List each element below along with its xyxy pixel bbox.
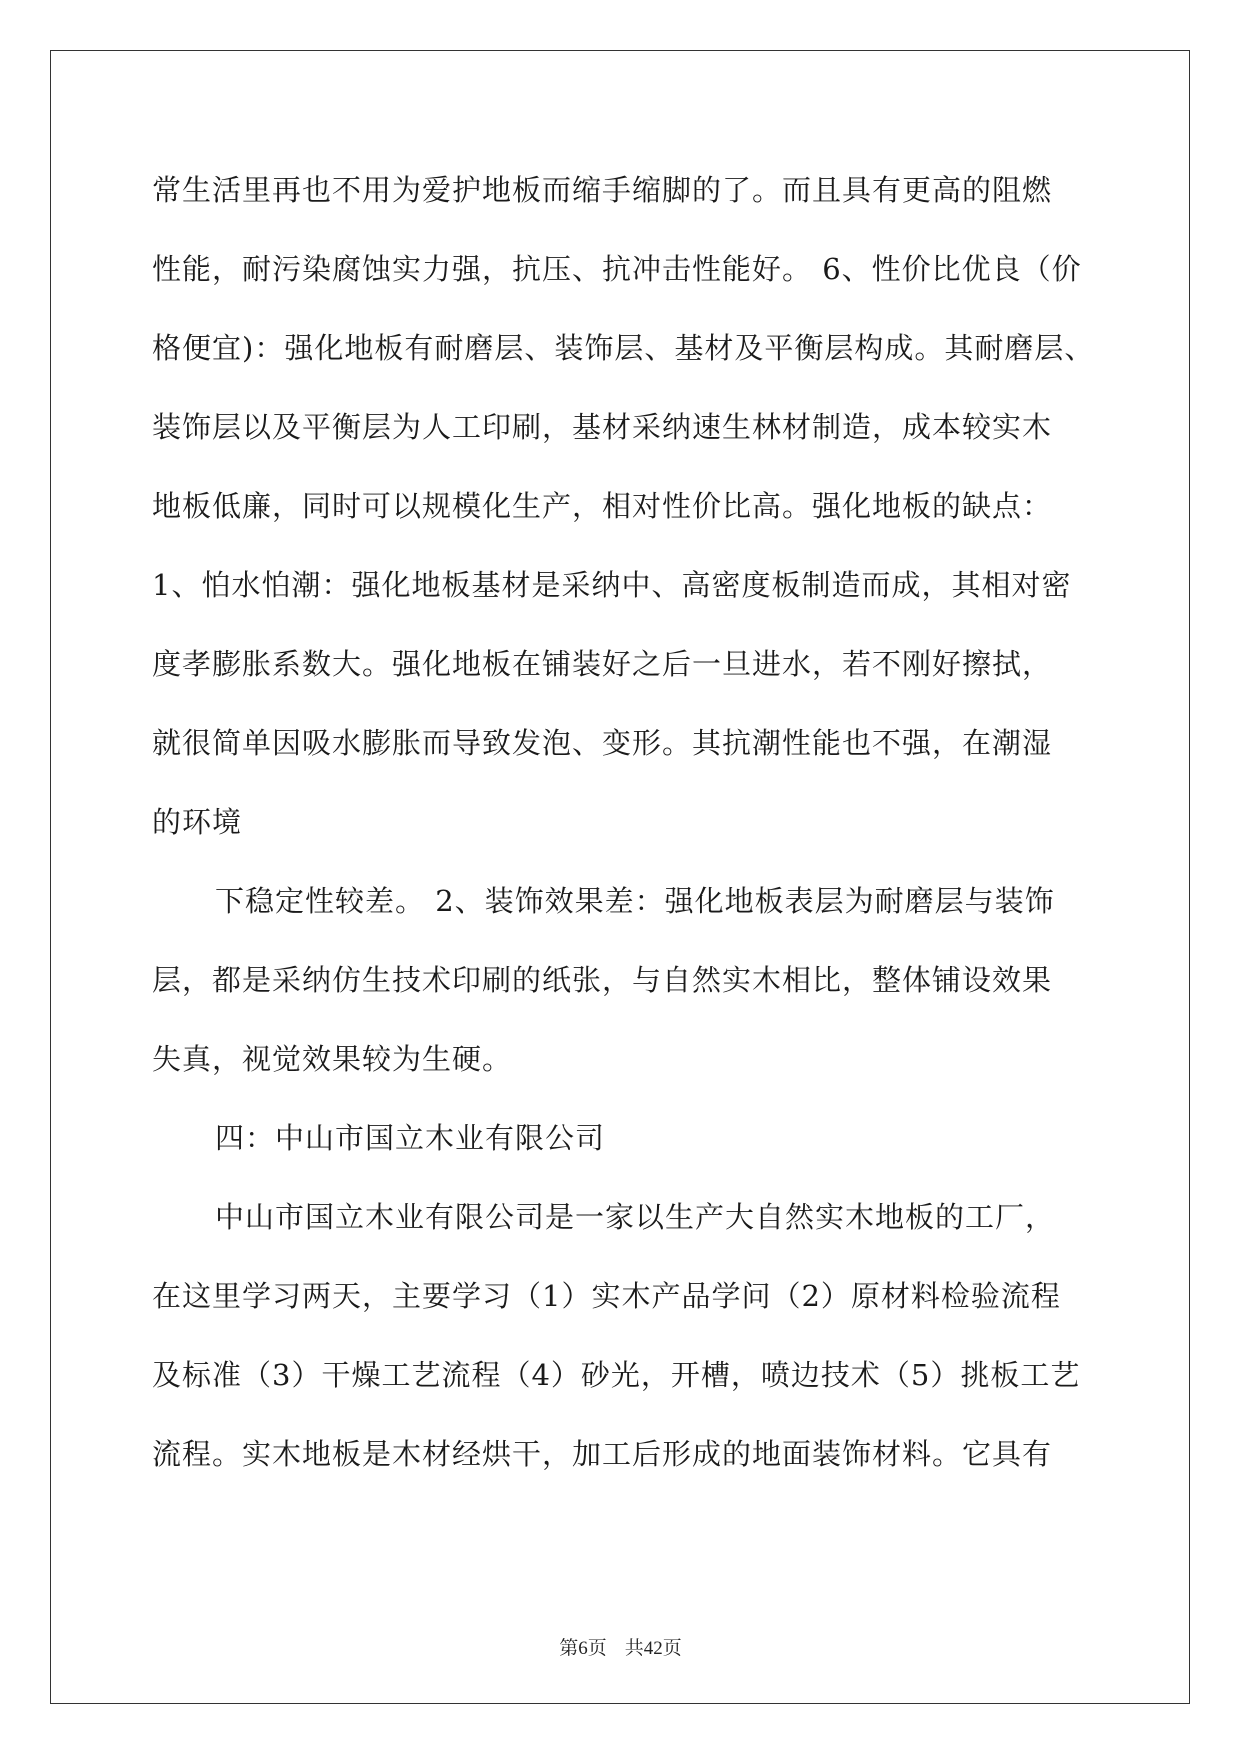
page-number: 第6页	[559, 1638, 607, 1659]
text-line: 格便宜)：强化地板有耐磨层、装饰层、基材及平衡层构成。其耐磨层、	[152, 331, 1095, 365]
text-line: 就很简单因吸水膨胀而导致发泡、变形。其抗潮性能也不强，在潮湿	[152, 726, 1053, 760]
text-line: 在这里学习两天，主要学习（1）实木产品学问（2）原材料检验流程	[152, 1279, 1061, 1313]
text-line: 度孝膨胀系数大。强化地板在铺装好之后一旦进水，若不刚好擦拭，	[152, 647, 1053, 681]
text-line: 流程。实木地板是木材经烘干，加工后形成的地面装饰材料。它具有	[152, 1437, 1053, 1471]
text-line: 中山市国立木业有限公司是一家以生产大自然实木地板的工厂，	[215, 1200, 1056, 1234]
text-line: 的环境	[152, 805, 243, 839]
document-body	[152, 165, 1095, 1508]
text-line: 装饰层以及平衡层为人工印刷，基材采纳速生林材制造，成本较实木	[152, 410, 1053, 444]
page-footer	[0, 1633, 1241, 1660]
section-heading: 四：中山市国立木业有限公司	[215, 1121, 606, 1155]
text-line: 下稳定性较差。 2、装饰效果差：强化地板表层为耐磨层与装饰	[215, 884, 1055, 918]
text-line: 地板低廉，同时可以规模化生产，相对性价比高。强化地板的缺点：	[152, 489, 1053, 523]
total-pages: 共42页	[624, 1638, 682, 1659]
text-line: 性能，耐污染腐蚀实力强，抗压、抗冲击性能好。 6、性价比优良（价	[152, 252, 1082, 286]
text-line: 层，都是采纳仿生技术印刷的纸张，与自然实木相比，整体铺设效果	[152, 963, 1053, 997]
text-line: 1、怕水怕潮：强化地板基材是采纳中、高密度板制造而成，其相对密	[152, 568, 1072, 602]
text-line: 常生活里再也不用为爱护地板而缩手缩脚的了。而且具有更高的阻燃	[152, 173, 1053, 207]
text-line: 失真，视觉效果较为生硬。	[152, 1042, 513, 1076]
text-line: 及标准（3）干燥工艺流程（4）砂光，开槽，喷边技术（5）挑板工艺	[152, 1358, 1081, 1392]
